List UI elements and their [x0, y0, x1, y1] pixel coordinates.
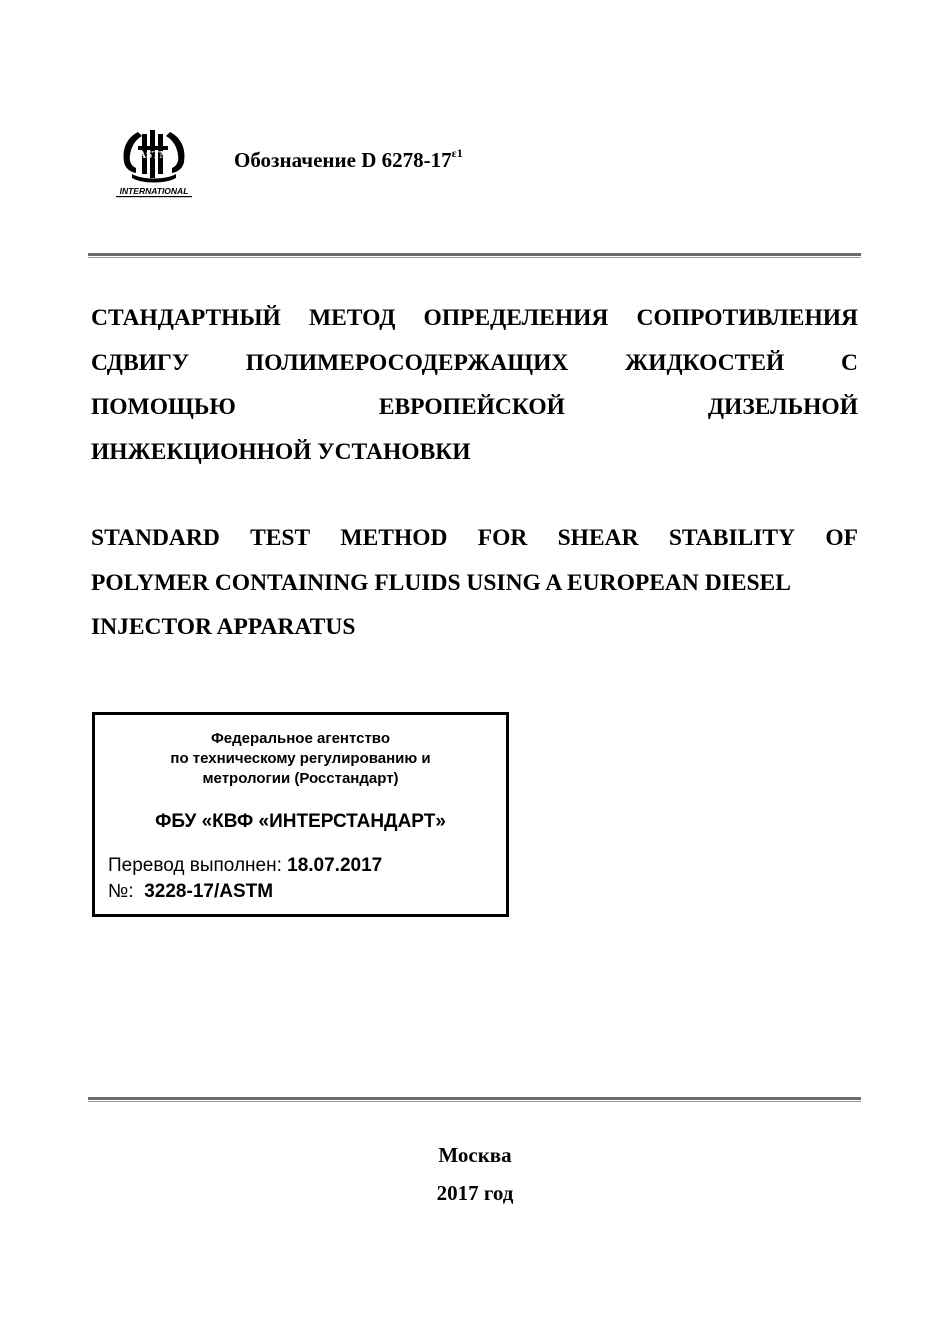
title-word: С: [840, 349, 858, 376]
logo-top-text: ASTM: [138, 149, 170, 161]
number-label: №:: [108, 881, 134, 902]
title-ru-line-1: [91, 296, 858, 341]
number-value: 3228-17/ASTM: [144, 881, 274, 902]
title-word: STABILITY: [668, 525, 796, 551]
title-word: МЕТОД: [308, 305, 396, 331]
agency-line: метрологии (Росстандарт): [202, 770, 399, 787]
title-russian: [91, 296, 858, 474]
agency-line: по техническому регулированию и: [170, 750, 431, 767]
translation-number-row: [108, 881, 273, 903]
title-en-line-2: [91, 561, 858, 606]
title-word: METHOD: [340, 525, 448, 551]
title-word: TEST: [250, 525, 311, 551]
title-word: POLYMER CONTAINING FLUIDS USING A EUROPEAN DIESEL: [91, 569, 791, 596]
title-word: СТАНДАРТНЫЙ: [91, 305, 281, 331]
astm-logo-icon: [112, 128, 196, 200]
title-word: INJECTOR APPARATUS: [91, 614, 356, 640]
title-word: ИНЖЕКЦИОННОЙ УСТАНОВКИ: [91, 438, 471, 465]
logo-bottom-text: INTERNATIONAL: [119, 186, 189, 196]
title-word: STANDARD: [91, 525, 220, 551]
title-word: ПОМОЩЬЮ: [91, 394, 236, 420]
title-word: СДВИГУ: [91, 349, 190, 376]
title-word: СОПРОТИВЛЕНИЯ: [636, 305, 858, 331]
title-word: ЖИДКОСТЕЙ: [625, 349, 785, 376]
translation-label: Перевод выполнен:: [108, 855, 282, 876]
title-ru-line-2: [91, 341, 858, 386]
footer-city: Москва: [438, 1143, 512, 1167]
agency-name: [95, 729, 506, 789]
agency-line: Федеральное агентство: [210, 730, 390, 747]
title-en-line-1: [91, 516, 858, 561]
title-word: SHEAR: [557, 525, 639, 551]
title-word: ПОЛИМЕРОСОДЕРЖАЩИХ: [245, 349, 569, 376]
title-word: FOR: [477, 525, 528, 551]
title-ru-line-4: [91, 430, 858, 475]
astm-logo: [112, 128, 196, 200]
top-divider: [88, 253, 861, 258]
designation-text: Обозначение D 6278-17: [234, 148, 452, 172]
document-designation: [234, 148, 463, 173]
title-english: [91, 516, 858, 650]
title-word: ОПРЕДЕЛЕНИЯ: [423, 305, 609, 331]
bottom-divider: [88, 1097, 861, 1102]
title-word: ЕВРОПЕЙСКОЙ: [378, 394, 565, 420]
translation-date-row: [108, 855, 382, 877]
organization-name: ФБУ «КВФ «ИНТЕРСТАНДАРТ»: [155, 811, 446, 832]
title-word: OF: [825, 525, 858, 551]
title-word: ДИЗЕЛЬНОЙ: [707, 394, 858, 420]
translation-stamp: [92, 712, 509, 917]
translation-date: 18.07.2017: [287, 855, 383, 876]
footer-year: 2017 год: [436, 1181, 514, 1205]
title-ru-line-3: [91, 385, 858, 430]
designation-superscript: ε1: [451, 146, 463, 160]
title-en-line-3: [91, 605, 858, 650]
